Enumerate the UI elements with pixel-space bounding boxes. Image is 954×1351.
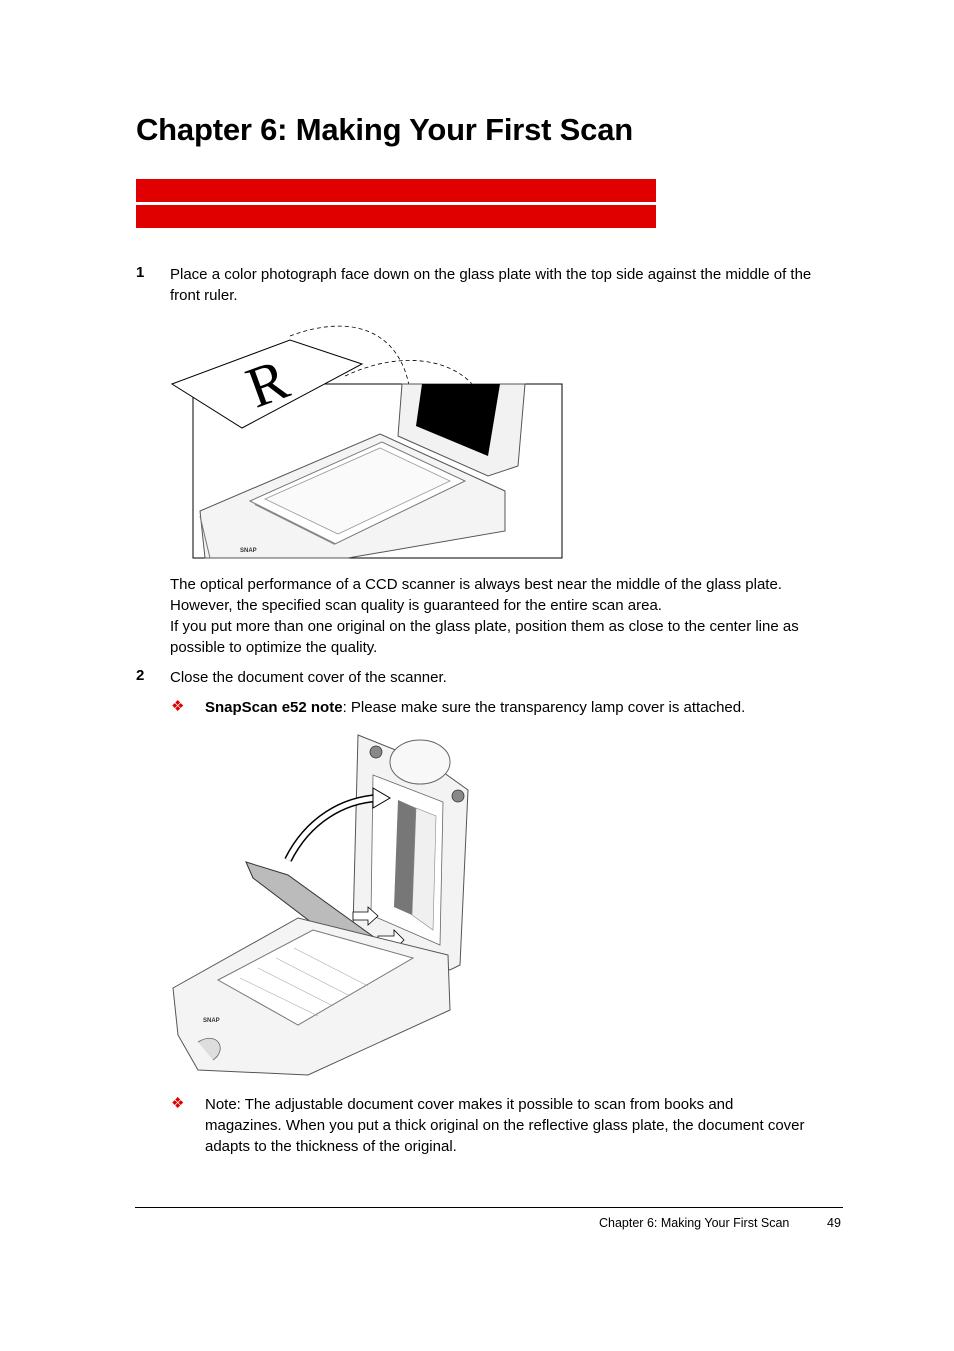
scanner-logo: SNAP [240, 548, 257, 554]
header-bar-bottom [136, 205, 656, 228]
step-number-2: 2 [136, 667, 145, 684]
note-adjustable-cover: Note: The adjustable document cover makes it possible to scan from books and magazines. When you put a thick original on the reflective glass plate, the document cover adapts to the thickness of the original. [205, 1096, 805, 1155]
footer-chapter: Chapter 6: Making Your First Scan [599, 1216, 790, 1230]
note-snapscan-e52 [205, 697, 842, 718]
note-text: : Please make sure the transparency lamp cover is attached. [342, 699, 746, 716]
footer-rule [135, 1207, 843, 1208]
step-text-2: Close the document cover of the scanner. [170, 669, 447, 686]
scanner-logo-2: SNAP [203, 1018, 220, 1024]
header-bar-top [136, 179, 656, 202]
paragraph-multiple-originals: If you put more than one original on the glass plate, position them as close to the center line as possible to optimize the quality. [170, 618, 799, 656]
step-number-1: 1 [136, 264, 145, 281]
scanner-lamp-cover-illustration [168, 730, 478, 1082]
step-text-1: Place a color photograph face down on the glass plate with the top side against the middle of the front ruler. [170, 266, 812, 304]
note-bullet-icon: ❖ [171, 698, 185, 715]
paragraph-ccd-performance: The optical performance of a CCD scanner is always best near the middle of the glass plate. However, the specified scan quality is guaranteed for the entire scan area. [170, 576, 782, 614]
scanner-placing-photo-illustration [170, 316, 570, 566]
note-label: SnapScan e52 note [205, 699, 343, 716]
note-bullet-icon-2: ❖ [171, 1095, 185, 1112]
page-title: Chapter 6: Making Your First Scan [136, 112, 633, 147]
photo-letter: R [238, 346, 297, 421]
footer-page-number: 49 [827, 1216, 841, 1230]
